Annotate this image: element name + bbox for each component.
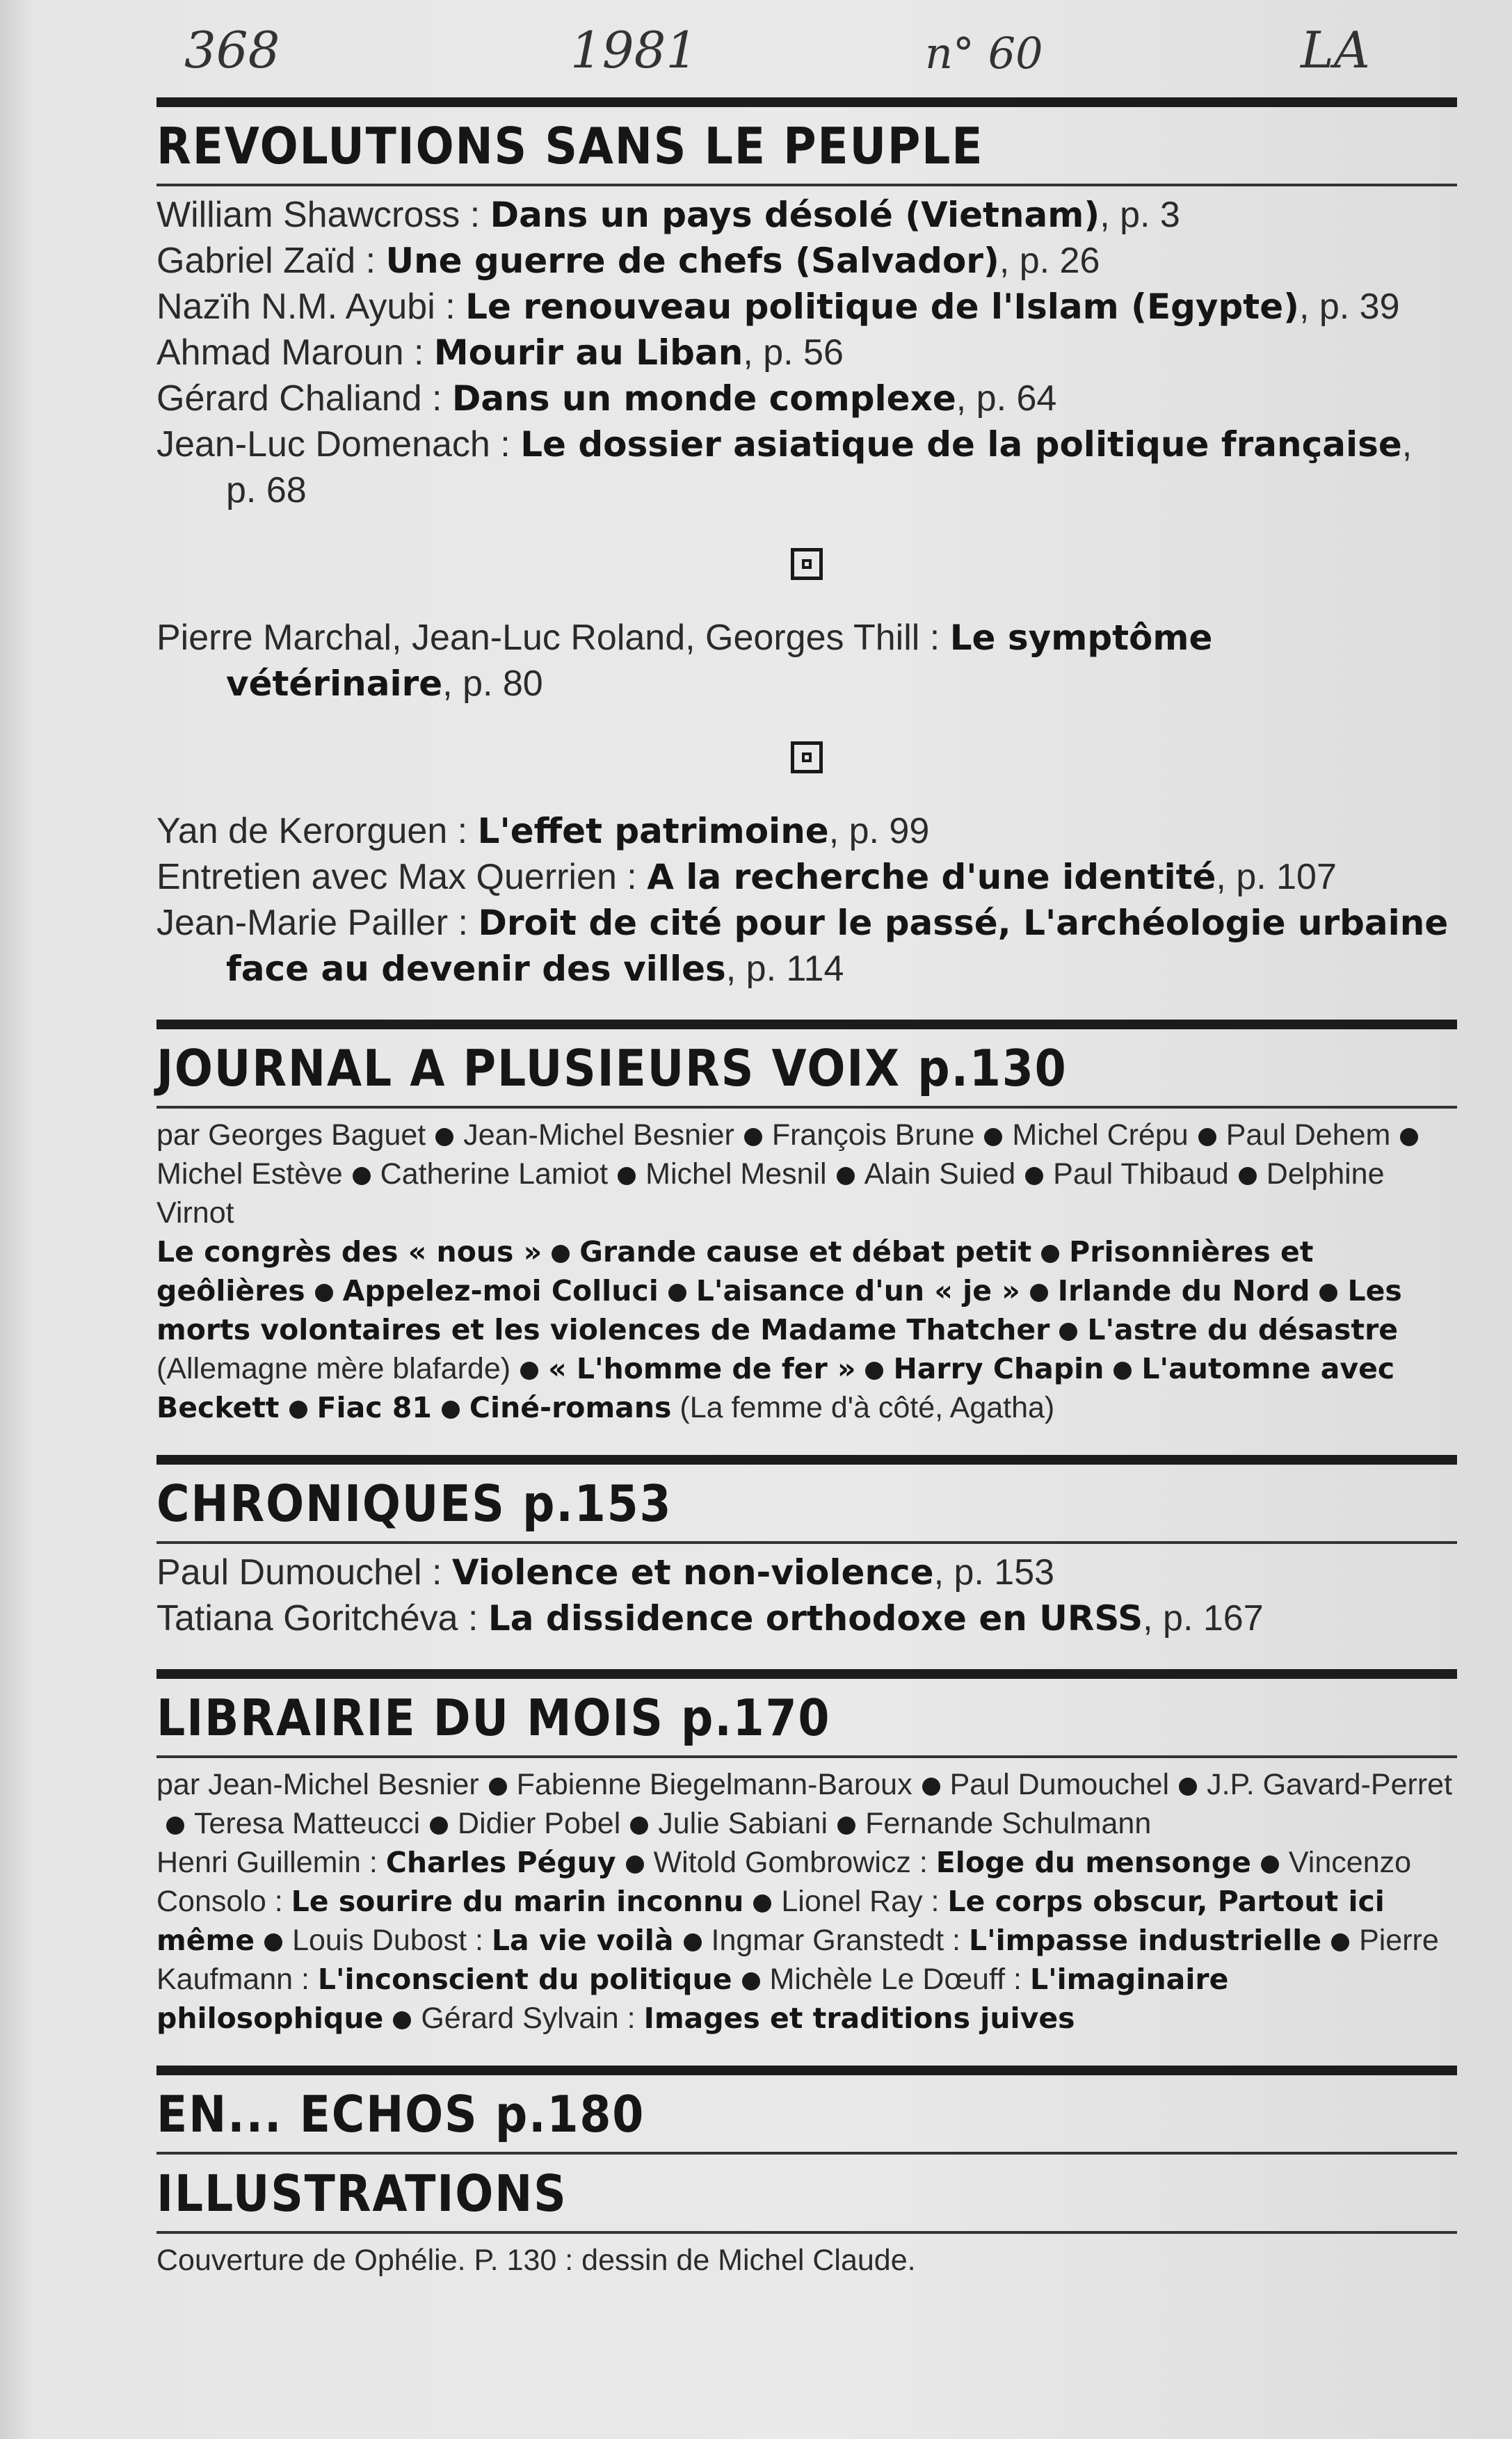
contributor-name: Teresa Matteucci xyxy=(194,1807,421,1840)
topic-title: L'aisance d'un « je » xyxy=(695,1274,1020,1307)
review-author: Vincenzo Consolo : xyxy=(156,1846,1412,1918)
toc-entry: Entretien avec Max Querrien : A la recherche d'une identité, p. 107 xyxy=(156,857,1337,897)
section-title-chroniques: CHRONIQUES p.153 xyxy=(156,1474,673,1533)
section-journal xyxy=(156,1020,1457,1427)
bullet-separator xyxy=(618,1167,636,1185)
bullet-separator xyxy=(1400,1128,1418,1146)
topic-title: Harry Chapin xyxy=(893,1352,1104,1385)
section-rule-thin xyxy=(156,2231,1457,2234)
toc-entry: Nazïh N.M. Ayubi : Le renouveau politique de l'Islam (Egypte), p. 39 xyxy=(156,287,1400,327)
bullet-separator xyxy=(264,1933,282,1951)
contributor-name: Julie Sabiani xyxy=(658,1807,828,1840)
review-author: Lionel Ray : xyxy=(781,1885,948,1918)
contributor-name: Delphine Virnot xyxy=(156,1157,1385,1230)
contributor-name: par Georges Baguet xyxy=(156,1118,426,1152)
bullet-separator xyxy=(1198,1128,1216,1146)
section-rule xyxy=(156,1669,1457,1679)
handwritten-year: 1981 xyxy=(570,21,698,79)
review-author: Pierre Kaufmann : xyxy=(156,1924,1439,1996)
review-title: Le sourire du marin inconnu xyxy=(291,1885,744,1918)
bullet-separator xyxy=(1113,1362,1132,1380)
section-title-echos: EN... ECHOS p.180 xyxy=(156,2085,645,2143)
contributor-name: par Jean-Michel Besnier xyxy=(156,1768,479,1801)
bullet-separator xyxy=(922,1778,940,1796)
toc-entry: Gabriel Zaïd : Une guerre de chefs (Salvador), p. 26 xyxy=(156,241,1100,281)
bullet-separator xyxy=(520,1362,538,1380)
section-rule-thin xyxy=(156,1541,1457,1544)
section-entries xyxy=(156,192,1457,513)
contributor-name: Alain Suied xyxy=(864,1157,1016,1191)
topic-title: Les morts volontaires et les violences de Madame Thatcher xyxy=(156,1274,1402,1346)
bullet-separator xyxy=(430,1817,448,1835)
review-title: Le corps obscur, Partout ici même xyxy=(156,1885,1385,1957)
review-title: Charles Péguy xyxy=(385,1846,616,1879)
contributor-name: Catherine Lamiot xyxy=(380,1157,609,1191)
toc-entry: Jean-Marie Pailler : Droit de cité pour le passé, L'archéologie urbaine xyxy=(156,903,1449,943)
bullet-separator xyxy=(1331,1933,1349,1951)
topic-title: Irlande du Nord xyxy=(1057,1274,1310,1307)
review-author: Witold Gombrowicz : xyxy=(653,1846,936,1879)
topic-note: (La femme d'à côté, Agatha) xyxy=(671,1391,1055,1424)
bullet-separator xyxy=(753,1894,771,1913)
review-author: Henri Guillemin : xyxy=(156,1846,386,1879)
table-of-contents xyxy=(156,97,1457,2280)
bullet-separator xyxy=(684,1933,702,1951)
bullet-separator xyxy=(393,2011,411,2029)
bullet-separator xyxy=(744,1128,762,1146)
contributor-name: Michel Crépu xyxy=(1012,1118,1189,1152)
contributors-list xyxy=(156,1765,1457,1843)
section-title-revolutions: REVOLUTIONS SANS LE PEUPLE xyxy=(156,117,984,175)
review-title: La vie voilà xyxy=(491,1924,674,1957)
contributors-list xyxy=(156,1116,1457,1232)
contributor-name: Fabienne Biegelmann-Baroux xyxy=(516,1768,912,1801)
toc-entry: Ahmad Maroun : Mourir au Liban, p. 56 xyxy=(156,332,844,373)
bullet-separator xyxy=(630,1817,648,1835)
bullet-separator xyxy=(1261,1856,1279,1874)
bullet-separator xyxy=(315,1284,333,1302)
contributor-name: Paul Dehem xyxy=(1225,1118,1391,1152)
section-title-journal: JOURNAL A PLUSIEURS VOIX p.130 xyxy=(156,1039,1068,1097)
review-title: L'impasse industrielle xyxy=(968,1924,1322,1957)
bullet-separator xyxy=(742,1972,760,1990)
section-title-librairie: LIBRAIRIE DU MOIS p.170 xyxy=(156,1689,831,1747)
contributor-name: Didier Pobel xyxy=(458,1807,621,1840)
section-rule-thin xyxy=(156,1106,1457,1109)
section-rule-thin xyxy=(156,2152,1457,2155)
bullet-separator xyxy=(626,1856,644,1874)
section-echos xyxy=(156,2066,1457,2280)
contributor-name: Paul Dumouchel xyxy=(949,1768,1170,1801)
section-rule xyxy=(156,2066,1457,2075)
bullet-separator xyxy=(289,1401,307,1419)
section-librairie xyxy=(156,1669,1457,2038)
bullet-separator xyxy=(865,1362,883,1380)
bullet-separator xyxy=(353,1167,371,1185)
handwritten-code: LA xyxy=(1301,21,1370,79)
contributor-name: Paul Thibaud xyxy=(1053,1157,1229,1191)
square-ornament xyxy=(791,548,823,580)
toc-entry: Jean-Luc Domenach : Le dossier asiatique de la politique française, xyxy=(156,424,1413,465)
topic-note: (Allemagne mère blafarde) xyxy=(156,1352,511,1385)
topic-title: « L'homme de fer » xyxy=(548,1352,856,1385)
bullet-separator xyxy=(837,1817,855,1835)
section-title-illustrations: ILLUSTRATIONS xyxy=(156,2164,568,2223)
section-chroniques xyxy=(156,1455,1457,1641)
contributor-name: Michel Mesnil xyxy=(645,1157,827,1191)
reviews-list xyxy=(156,1843,1457,2038)
square-ornament xyxy=(791,741,823,773)
topic-title: Ciné-romans xyxy=(469,1391,672,1424)
topic-title: L'automne avec Beckett xyxy=(156,1352,1395,1424)
bullet-separator xyxy=(668,1284,686,1302)
bullet-separator xyxy=(442,1401,460,1419)
bullet-separator xyxy=(1179,1778,1197,1796)
topics-list xyxy=(156,1232,1457,1427)
contributor-name: François Brune xyxy=(771,1118,975,1152)
bullet-separator xyxy=(166,1817,184,1835)
bullet-separator xyxy=(1041,1245,1059,1263)
illustration-credit: Couverture de Ophélie. P. 130 : dessin de Michel Claude. xyxy=(156,2244,916,2277)
toc-entry: Yan de Kerorguen : L'effet patrimoine, p. 99 xyxy=(156,811,930,851)
contributor-name: Fernande Schulmann xyxy=(865,1807,1152,1840)
topic-title: Le congrès des « nous » xyxy=(156,1235,542,1269)
section-rule-thin xyxy=(156,184,1457,186)
handwritten-number: 368 xyxy=(184,21,280,79)
toc-entry-continuation: vétérinaire, p. 80 xyxy=(226,663,543,704)
topic-title: L'astre du désastre xyxy=(1087,1313,1399,1346)
topic-title: Prisonnières et geôlières xyxy=(156,1235,1314,1307)
bullet-separator xyxy=(1059,1323,1077,1341)
bullet-separator xyxy=(1025,1167,1043,1185)
bullet-separator xyxy=(1239,1167,1257,1185)
contributor-name: Jean-Michel Besnier xyxy=(463,1118,734,1152)
review-title: L'imaginaire philosophique xyxy=(156,1963,1229,2035)
toc-entry-continuation: face au devenir des villes, p. 114 xyxy=(226,949,844,989)
toc-entry-continuation: p. 68 xyxy=(226,470,307,510)
bullet-separator xyxy=(1319,1284,1337,1302)
bullet-separator xyxy=(552,1245,570,1263)
bullet-separator xyxy=(984,1128,1002,1146)
toc-entry: Paul Dumouchel : Violence et non-violence, p. 153 xyxy=(156,1552,1055,1593)
review-title: Eloge du mensonge xyxy=(935,1846,1251,1879)
review-author: Michèle Le Dœuff : xyxy=(769,1963,1030,1996)
bullet-separator xyxy=(435,1128,453,1146)
toc-entry: Gérard Chaliand : Dans un monde complexe, p. 64 xyxy=(156,378,1057,419)
toc-entry: Pierre Marchal, Jean-Luc Roland, Georges Thill : Le symptôme xyxy=(156,618,1213,658)
bullet-separator xyxy=(489,1778,507,1796)
topic-title: Fiac 81 xyxy=(316,1391,432,1424)
section-rule-thin xyxy=(156,1755,1457,1758)
review-author: Ingmar Granstedt : xyxy=(711,1924,969,1957)
topic-title: Grande cause et débat petit xyxy=(579,1235,1032,1269)
bullet-separator xyxy=(837,1167,855,1185)
review-title: L'inconscient du politique xyxy=(317,1963,732,1996)
contributor-name: Michel Estève xyxy=(156,1157,343,1191)
toc-entry: William Shawcross : Dans un pays désolé (Vietnam), p. 3 xyxy=(156,195,1180,235)
handwritten-issue: n° 60 xyxy=(925,28,1043,79)
section-rule xyxy=(156,1455,1457,1465)
contributor-name: J.P. Gavard-Perret xyxy=(1207,1768,1453,1801)
section-rule xyxy=(156,1020,1457,1029)
section-rule xyxy=(156,97,1457,107)
review-author: Louis Dubost : xyxy=(292,1924,492,1957)
toc-entry: Tatiana Goritchéva : La dissidence orthodoxe en URSS, p. 167 xyxy=(156,1598,1264,1639)
bullet-separator xyxy=(1030,1284,1048,1302)
topic-title: Appelez-moi Colluci xyxy=(342,1274,659,1307)
review-author: Gérard Sylvain : xyxy=(421,2002,644,2035)
review-title: Images et traditions juives xyxy=(643,2002,1075,2035)
